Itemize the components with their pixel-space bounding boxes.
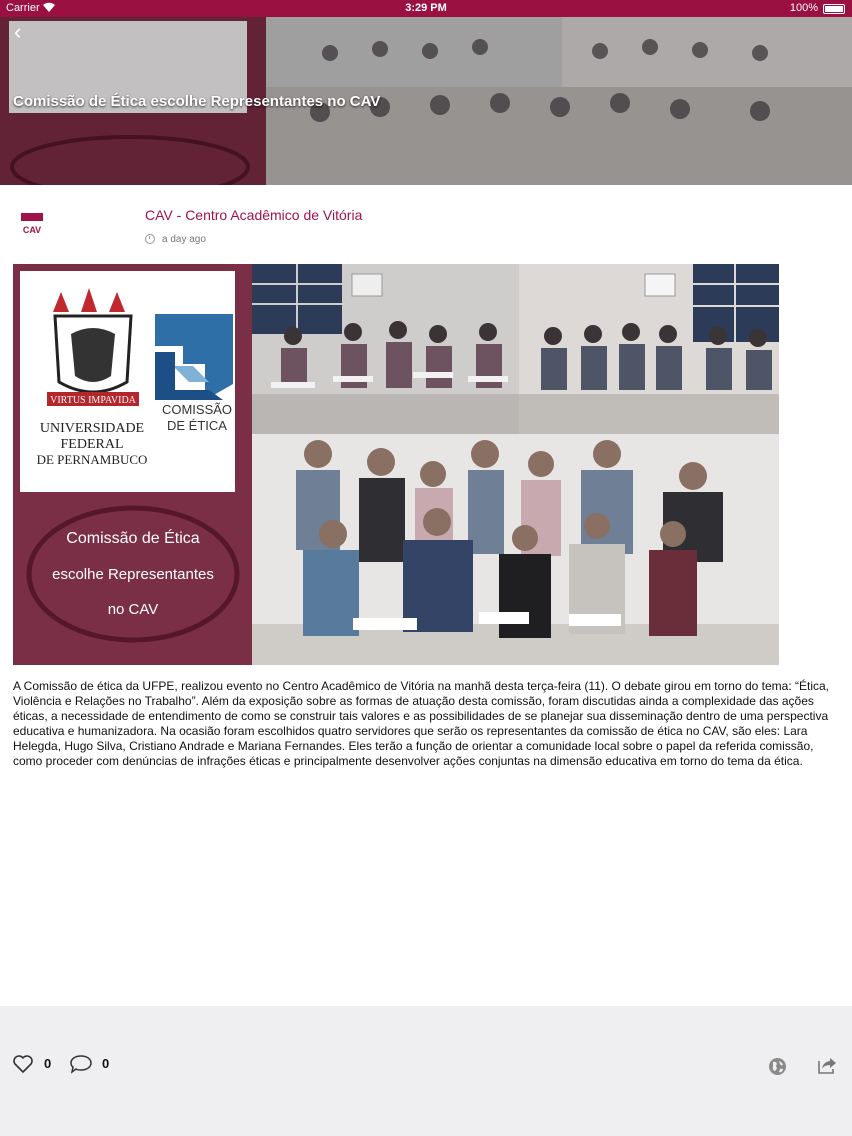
clock-icon: [145, 234, 155, 244]
carrier-label: Carrier: [6, 2, 40, 14]
like-count: 0: [44, 1056, 52, 1071]
photo-group: [252, 434, 779, 665]
caption-line-2: escolhe Representantes: [52, 566, 214, 583]
hero-title: Comissão de Ética escolhe Representantes no CAV: [13, 93, 381, 110]
post-image[interactable]: [13, 264, 779, 665]
like-heart-icon[interactable]: [12, 1054, 34, 1074]
post-body: A Comissão de ética da UFPE, realizou evento no Centro Acadêmico de Vitória na manhã desta terça-feira (11). O debate girou em torno do tema: “Ética, Violência e Relações no Trabalho”. Além da exposição sobre as formas de atuação desta comissão, foram discutidas ainda a complexidade das ações éticas, a necessidade de entendimento de como se construir tais valores e as possibilidades de se planejar sua disseminação dentro de uma perspectiva educativa e humanizadora. Na ocasião foram escolhidos quatro servidores que serão os representantes da comissão de ética no CAV, são eles: Lara Helegda, Hugo Silva, Cristiano Andrade e Mariana Fernandes. Eles terão a função de orientar a comunidade local sobre o papel da referida comissão, como proceder com denúncias de infrações éticas e principalmente desenvolver ações conjuntas na dimensão educativa em torno do tema da ética.: [13, 679, 829, 768]
share-icon[interactable]: [816, 1055, 838, 1075]
author-name[interactable]: CAV - Centro Acadêmico de Vitória: [145, 207, 363, 223]
battery-percent: 100%: [789, 2, 818, 14]
comment-count: 0: [102, 1056, 110, 1071]
post-time: a day ago: [162, 234, 206, 245]
university-line-3: DE PERNAMBUCO: [36, 452, 148, 467]
photo-classroom-2: [519, 264, 779, 434]
post-action-bar: [0, 1006, 852, 1136]
commission-line-1: COMISSÃO: [161, 402, 233, 417]
hero-header: [0, 17, 852, 185]
status-bar: [0, 0, 852, 17]
caption-line-3: no CAV: [107, 601, 159, 618]
university-line-2: FEDERAL: [60, 437, 124, 452]
university-line-1: UNIVERSIDADE: [39, 421, 145, 436]
comment-bubble-icon[interactable]: [69, 1054, 93, 1074]
battery-icon: [823, 4, 845, 14]
globe-icon[interactable]: [768, 1057, 787, 1076]
avatar-label: CAV: [22, 225, 42, 235]
post-author-row: [0, 185, 852, 255]
back-button[interactable]: ‹: [14, 19, 22, 44]
clock-time: 3:29 PM: [405, 2, 447, 14]
photo-classroom-1: [252, 264, 519, 434]
caption-line-1: Comissão de Ética: [66, 530, 200, 547]
commission-line-2: DE ÉTICA: [167, 418, 227, 433]
post-image-artwork: [13, 264, 779, 665]
logo-banner-text: VIRTUS IMPAVIDA: [50, 395, 136, 406]
author-avatar[interactable]: [19, 211, 45, 237]
